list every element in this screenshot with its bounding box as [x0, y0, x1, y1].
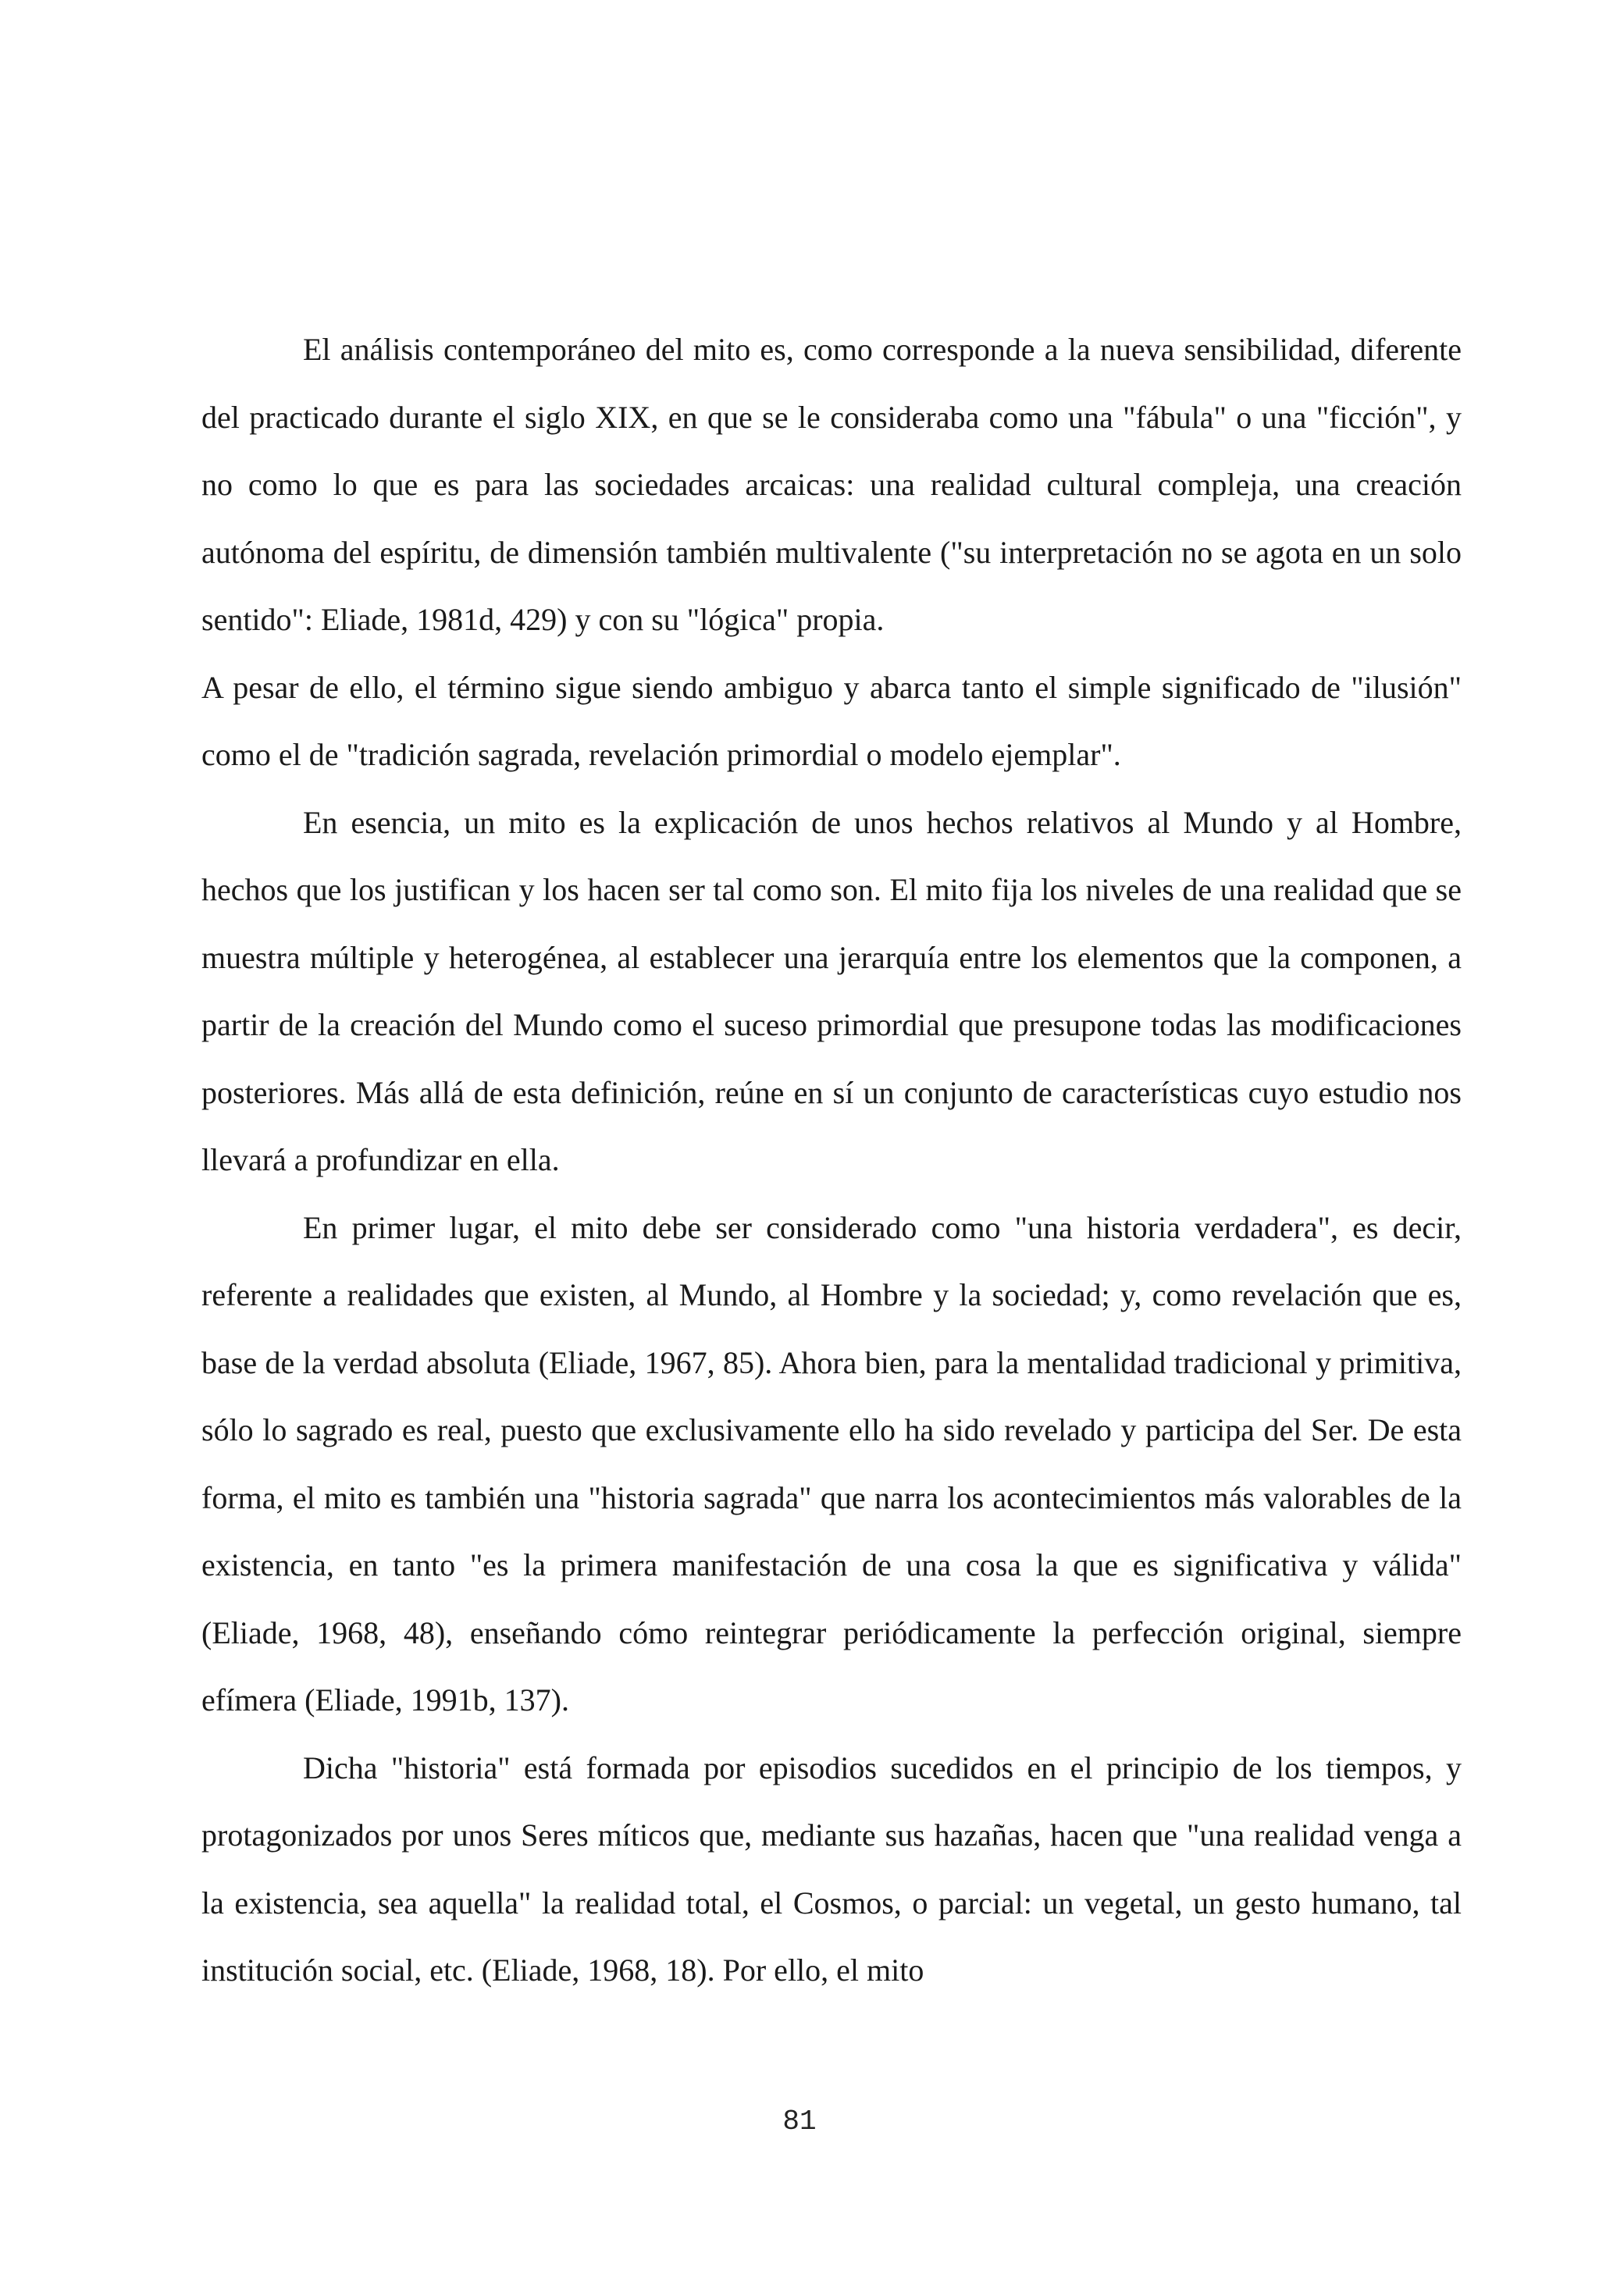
paragraph-4: En primer lugar, el mito debe ser considerado como "una historia verdadera", es decir, referente a realidades que existen, al Mundo, al Hombre y la sociedad; y, como revelación que es, base de la verdad absoluta (Eliade, 1967, 85). Ahora bien, para la mentalidad tradicional y primitiva, sólo lo sagrado es real, puesto que exclusivamente ello ha sido revelado y participa del Ser. De esta forma, el mito es también una "historia sagrada" que narra los acontecimientos más valorables de la existencia, en tanto "es la primera manifestación de una cosa la que es significativa y válida" (Eliade, 1968, 48), enseñando cómo reintegrar periódicamente la perfección original, siempre efímera (Eliade, 1991b, 137). [201, 1209, 1462, 1718]
paragraph-2: A pesar de ello, el término sigue siendo ambiguo y abarca tanto el simple significado de "ilusión" como el de "tradición sagrada, revelación primordial o modelo ejemplar". [201, 669, 1462, 772]
paragraph-3: En esencia, un mito es la explicación de unos hechos relativos al Mundo y al Hombre, hechos que los justifican y los hacen ser tal como son. El mito fija los niveles de una realidad que se muestra múltiple y heterogénea, al establecer una jerarquía entre los elementos que la componen, a partir de la creación del Mundo como el suceso primordial que presupone todas las modificaciones posteriores. Más allá de esta definición, reúne en sí un conjunto de características cuyo estudio nos llevará a profundizar en ella. [201, 804, 1462, 1177]
paragraph-1: El análisis contemporáneo del mito es, como corresponde a la nueva sensibilidad, diferente del practicado durante el siglo XIX, en que se le consideraba como una "fábula" o una "ficción", y no como lo que es para las sociedades arcaicas: una realidad cultural compleja, una creación autónoma del espíritu, de dimensión también multivalente ("su interpretación no se agota en un solo sentido": Eliade, 1981d, 429) y con su "lógica" propia. [201, 332, 1462, 637]
body-text [201, 316, 1462, 2005]
paragraph-5: Dicha "historia" está formada por episodios sucedidos en el principio de los tiempos, y protagonizados por unos Seres míticos que, mediante sus hazañas, hacen que "una realidad venga a la existencia, sea aquella" la realidad total, el Cosmos, o parcial: un vegetal, un gesto humano, tal institución social, etc. (Eliade, 1968, 18). Por ello, el mito [201, 1750, 1462, 1988]
page-number: 81 [782, 2106, 817, 2138]
